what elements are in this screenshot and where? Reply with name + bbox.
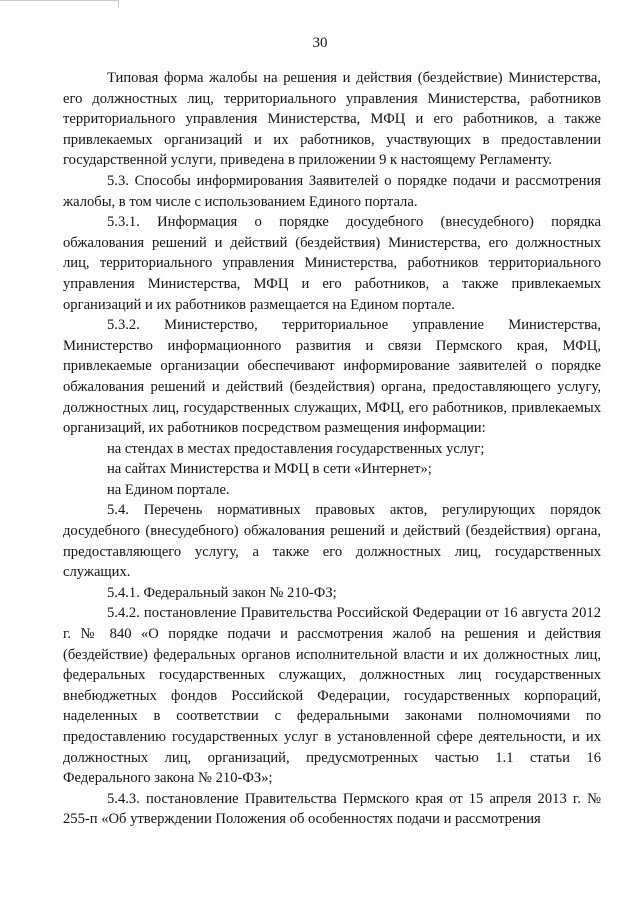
paragraph-5-3-1: 5.3.1. Информация о порядке досудебного (внесудебного) порядка обжалования решений и действий (бездействия) Министерства, его должностных лиц, территориального управления Министерства, работников территориального управления Министерства, МФЦ и его работников, а также привлекаемых организаций и их работников размещается на Едином портале. (63, 214, 601, 313)
list-item-stands: на стендах в местах предоставления государственных услуг; (107, 440, 485, 457)
paragraph-5-4-3: 5.4.3. постановление Правительства Пермского края от 15 апреля 2013 г. № 255-п «Об утверждении Положения об особенностях подачи и рассмотрения (63, 790, 601, 828)
list-item-portal: на Едином портале. (107, 481, 230, 498)
paragraph-complaint-form: Типовая форма жалобы на решения и действия (бездействие) Министерства, его должностных лиц, территориального управления Министерства, работников территориального управления Министерства, МФЦ и его работников, а также привлекаемых организаций и их работников, участвующих в предоставлении государственной услуги, приведена в приложении 9 к настоящему Регламенту. (63, 70, 601, 169)
paragraph-5-4: 5.4. Перечень нормативных правовых актов, регулирующих порядок досудебного (внесудебного) обжалования решений и действий (бездействия) органа, предоставляющего услугу, а также его должностных лиц, государственных служащих. (63, 502, 601, 581)
paragraph-5-3: 5.3. Способы информирования Заявителей о порядке подачи и рассмотрения жалобы, в том числе с использованием Единого портала. (63, 172, 601, 210)
scan-edge-line (0, 0, 118, 1)
page-number: 30 (312, 35, 328, 51)
list-item-websites: на сайтах Министерства и МФЦ в сети «Интернет»; (107, 461, 432, 478)
scan-edge-tick (118, 0, 119, 8)
paragraph-5-4-2: 5.4.2. постановление Правительства Российской Федерации от 16 августа 2012 г. № 840 «О порядке подачи и рассмотрения жалоб на решения и действия (бездействие) федеральных органов исполнительной власти и их должностных лиц, федеральных государственных служащих, должностных лиц государственных внебюджетных фондов Российской Федерации, государственных корпораций, наделенных в соответствии с федеральными законами полномочиями по предоставлению государственных услуг в установленной сфере деятельности, и их должностных лиц, организаций, предусмотренных частью 1.1 статьи 16 Федерального закона № 210-ФЗ»; (63, 605, 601, 787)
document-body (63, 68, 601, 830)
paragraph-5-4-1: 5.4.1. Федеральный закон № 210-ФЗ; (107, 584, 337, 601)
paragraph-5-3-2: 5.3.2. Министерство, территориальное управление Министерства, Министерство информационного развития и связи Пермского края, МФЦ, привлекаемые организации обеспечивают информирование заявителей о порядке обжалования решений и действий (бездействия) органа, предоставляющего услугу, должностных лиц, государственных служащих, МФЦ, его работников, привлекаемых организаций, их работников посредством размещения информации: (63, 317, 601, 437)
